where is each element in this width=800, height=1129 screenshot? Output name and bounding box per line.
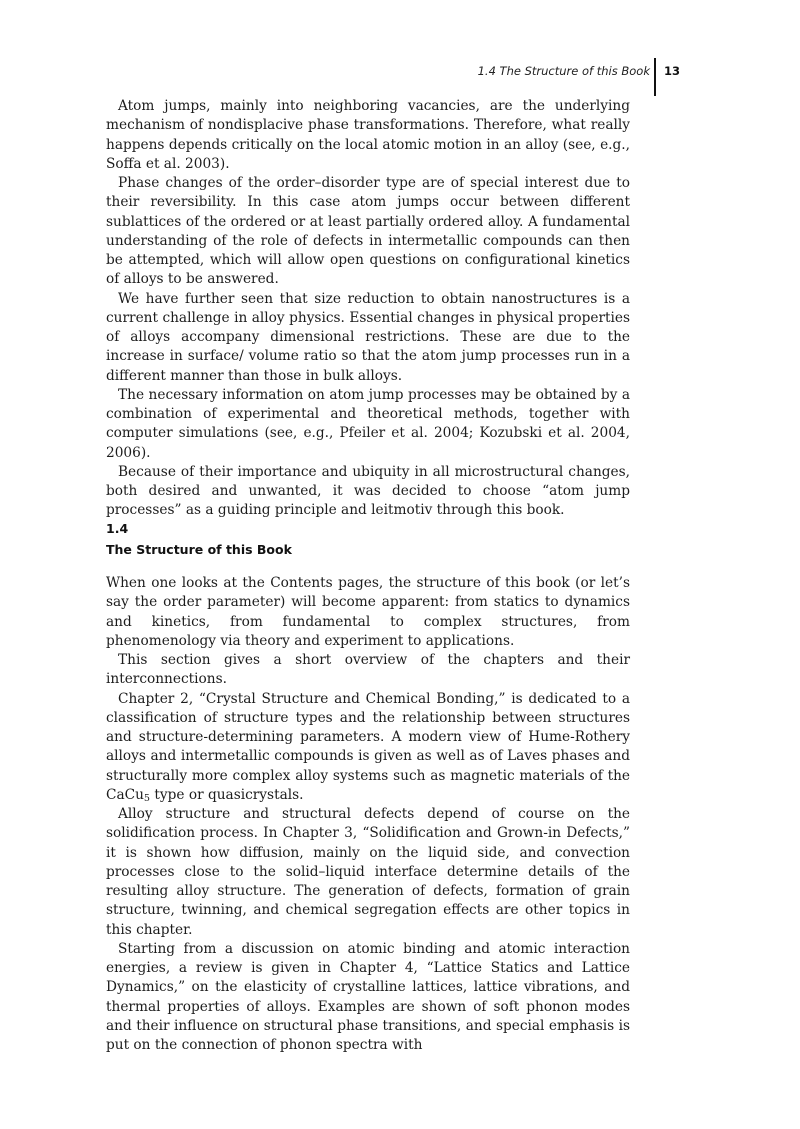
top-text-block (106, 97, 630, 521)
paragraph: When one looks at the Contents pages, the structure of this book (or let’s say the order parameter) will become apparent: from statics to dynamics and kinetics, from fundamental to complex structures, from phenomenology via theory and experiment to applications. (106, 575, 630, 649)
section-heading (106, 518, 292, 560)
section-number: 1.4 (106, 521, 129, 536)
paragraph-text: Chapter 2, “Crystal Structure and Chemical Bonding,” is dedicated to a classification of structure types and the relationship between structures and structure-determining parameters. A modern view of Hume-Rothery alloys and intermetallic compounds is given as well as of Laves phases and structurally more complex alloy systems such as magnetic materials of the CaCu (106, 690, 630, 803)
running-head: 1.4 The Structure of this Book (477, 64, 650, 78)
paragraph: Alloy structure and structural defects depend of course on the solidification process. In Chapter 3, “Solidification and Grown-in Defects,” it is shown how diffusion, mainly on the liquid side, and convection processes close to the solid–liquid interface determine details of the resulting alloy structure. The generation of defects, formation of grain structure, twinning, and chemical segregation effects are other topics in this chapter. (106, 806, 630, 938)
paragraph: The necessary information on atom jump processes may be obtained by a combination of experimental and theoretical methods, together with computer simulations (see, e.g., Pfeiler et al. 2004; Kozubski et al. 2004, 2006). (106, 386, 630, 461)
section-title: The Structure of this Book (106, 542, 292, 557)
page-number: 13 (664, 64, 681, 78)
bottom-text-block (106, 574, 630, 1055)
paragraph: Because of their importance and ubiquity in all microstructural changes, both desired and unwanted, it was decided to choose “atom jump processes” as a guiding principle and leitmotiv through this book. (106, 463, 630, 519)
paragraph: This section gives a short overview of the chapters and their interconnections. (106, 652, 630, 688)
paragraph: Starting from a discussion on atomic binding and atomic interaction energies, a review is given in Chapter 4, “Lattice Statics and Lattice Dynamics,” on the elasticity of crystalline lattices, lattice vibrations, and thermal properties of alloys. Examples are shown of soft phonon modes and their influence on structural phase transitions, and special emphasis is put on the connection of phonon spectra with (106, 940, 630, 1053)
paragraph: Phase changes of the order–disorder type are of special interest due to their reversibility. In this case atom jumps occur between different sublattices of the ordered or at least partially ordered alloy. A fundamental understanding of the role of defects in intermetallic compounds can then be attempted, which will allow open questions on configurational kinetics of alloys to be answered. (106, 175, 630, 288)
paragraph-text: type or quasicrystals. (150, 786, 304, 803)
paragraph: Atom jumps, mainly into neighboring vacancies, are the underlying mechanism of nondisplacive phase transformations. Therefore, what really happens depends critically on the local atomic motion in an alloy (see, e.g., Soffa et al. 2003). (106, 98, 630, 172)
header-rule (654, 58, 656, 96)
paragraph: We have further seen that size reduction to obtain nanostructures is a current challenge in alloy physics. Essential changes in physical properties of alloys accompany dimensional restrictions. These are due to the increase in surface/ volume ratio so that the atom jump processes run in a different manner than those in bulk alloys. (106, 290, 630, 384)
subscript: 5 (143, 792, 151, 804)
paragraph (106, 690, 630, 806)
